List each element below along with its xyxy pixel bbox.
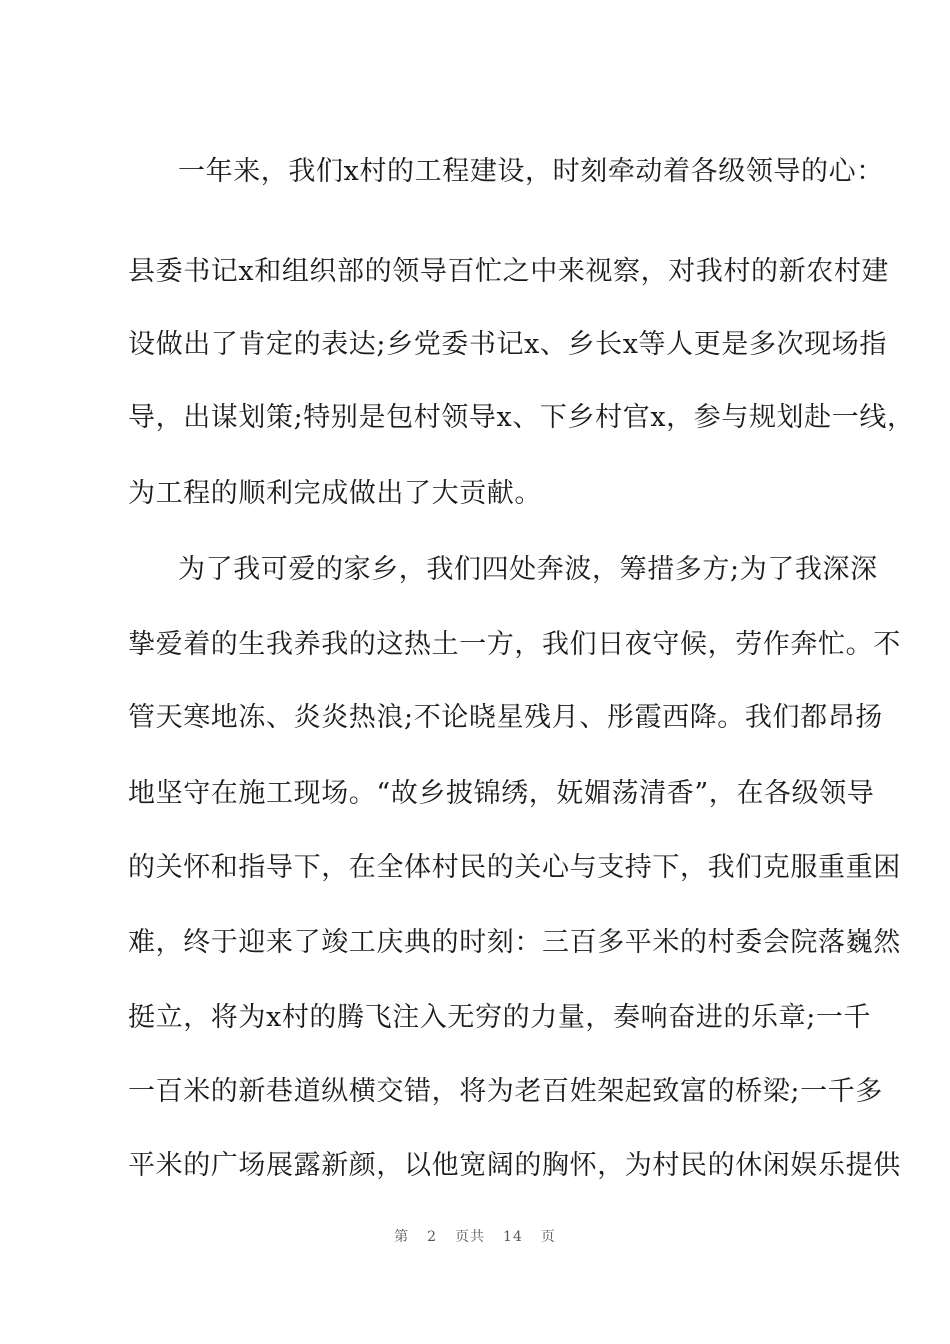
footer-suffix: 页 xyxy=(540,1229,556,1245)
paragraph-1-line-1: 一年来，我们x村的工程建设，时刻牵动着各级领导的心： xyxy=(178,156,884,187)
footer-middle: 页共 xyxy=(455,1229,486,1245)
paragraph-2-line-8: 一百米的新巷道纵横交错，将为老百姓架起致富的桥梁;一千多 xyxy=(128,1076,883,1107)
footer-prefix: 第 xyxy=(394,1229,410,1245)
footer-page-number: 2 xyxy=(427,1229,438,1245)
paragraph-1-line-4: 导，出谋划策;特别是包村领导x、下乡村官x，参与规划赴一线， xyxy=(128,402,915,433)
paragraph-2-line-6: 难，终于迎来了竣工庆典的时刻：三百多平米的村委会院落巍然 xyxy=(128,927,901,958)
paragraph-1-line-2: 县委书记x和组织部的领导百忙之中来视察，对我村的新农村建 xyxy=(128,256,890,287)
paragraph-2-line-3: 管天寒地冻、炎炎热浪;不论晓星残月、彤霞西降。我们都昂扬 xyxy=(128,702,883,733)
paragraph-2-line-7: 挺立，将为x村的腾飞注入无穷的力量，奏响奋进的乐章;一千 xyxy=(128,1002,872,1033)
paragraph-2-line-2: 挚爱着的生我养我的这热土一方，我们日夜守候，劳作奔忙。不 xyxy=(128,629,901,660)
footer-total-pages: 14 xyxy=(503,1229,523,1245)
paragraph-2-line-1: 为了我可爱的家乡，我们四处奔波，筹措多方;为了我深深 xyxy=(178,554,878,585)
paragraph-1-line-5: 为工程的顺利完成做出了大贡献。 xyxy=(128,478,542,509)
paragraph-2-line-5: 的关怀和指导下，在全体村民的关心与支持下，我们克服重重困 xyxy=(128,852,901,883)
paragraph-1-line-3: 设做出了肯定的表达;乡党委书记x、乡长x等人更是多次现场指 xyxy=(128,329,887,360)
paragraph-2-line-4: 地坚守在施工现场。“故乡披锦绣，妩媚荡清香”，在各级领导 xyxy=(128,778,875,809)
page-footer xyxy=(0,1226,950,1246)
paragraph-2-line-9: 平米的广场展露新颜，以他宽阔的胸怀，为村民的休闲娱乐提供 xyxy=(128,1150,901,1181)
